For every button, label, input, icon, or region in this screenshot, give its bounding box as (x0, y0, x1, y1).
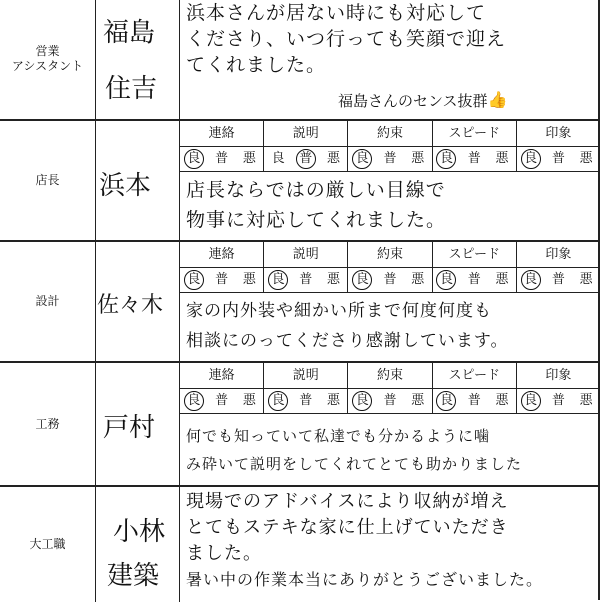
comment-text: 何でも知っていて私達でも分かるように噛 み砕いて説明をしてくれてとても助かりました (186, 427, 523, 473)
rating-option: 普 (467, 151, 481, 166)
role-label: 工務 (0, 363, 96, 485)
staff-name-line2: 建築 (107, 561, 160, 591)
rating-option-selected: 良 (433, 388, 461, 413)
rating-cell (433, 388, 517, 413)
rating-option: 悪 (242, 393, 256, 408)
row-construction (0, 361, 600, 485)
rating-option: 普 (383, 393, 397, 408)
rating-option-selected: 良 (433, 146, 461, 171)
rating-option: 悪 (411, 151, 425, 166)
rating-option: 良 (271, 151, 285, 166)
staff-name (95, 487, 180, 602)
rating-option: 悪 (579, 272, 593, 287)
rating-option-selected: 良 (264, 388, 292, 413)
rating-option-selected: 良 (517, 388, 545, 413)
rating-cell (180, 146, 264, 171)
rating-option-selected: 良 (180, 267, 208, 292)
rating-values (180, 146, 600, 172)
rating-option: 悪 (495, 393, 509, 408)
rating-cell (517, 267, 600, 292)
rating-option: 悪 (242, 151, 256, 166)
handwritten-note: 福島さんのセンス抜群 👍 (338, 90, 508, 110)
rating-option-selected: 良 (348, 267, 376, 292)
rating-header: 連絡 説明 約束 スピード 印象 (180, 242, 600, 268)
row-sales-assistant (0, 0, 600, 119)
rating-option-selected: 普 (292, 146, 320, 171)
rating-option: 普 (551, 272, 565, 287)
staff-name (95, 363, 180, 485)
staff-name-line1: 浜本 (99, 171, 152, 201)
rating-option: 普 (467, 272, 481, 287)
rating-grid (180, 121, 600, 173)
rating-option: 悪 (327, 393, 341, 408)
rating-option-selected: 良 (517, 267, 545, 292)
staff-name-line1: 福島 (103, 18, 156, 48)
staff-name-line1: 戸村 (103, 413, 156, 443)
rating-option: 悪 (495, 272, 509, 287)
rating-option-selected: 良 (348, 146, 376, 171)
rating-option-selected: 良 (180, 388, 208, 413)
rating-cell (517, 388, 600, 413)
rating-option-selected: 良 (264, 267, 292, 292)
rating-cell (264, 267, 348, 292)
role-label: 営業 アシスタント (0, 0, 96, 119)
rating-grid (180, 242, 600, 294)
row-store-manager (0, 119, 600, 240)
rating-option: 普 (215, 272, 229, 287)
rating-option: 悪 (327, 151, 341, 166)
rating-option-selected: 良 (180, 146, 208, 171)
rating-option: 普 (551, 393, 565, 408)
rating-header: 連絡 説明 約束 スピード 印象 (180, 121, 600, 147)
rating-cell (180, 388, 264, 413)
role-label: 店長 (0, 121, 96, 240)
staff-name (95, 0, 180, 119)
staff-name (95, 242, 180, 361)
rating-cell (433, 146, 517, 171)
rating-option: 普 (299, 272, 313, 287)
role-label: 大工職 (0, 487, 96, 602)
rating-option: 普 (299, 393, 313, 408)
rating-option: 悪 (411, 393, 425, 408)
rating-cell (348, 267, 432, 292)
staff-name-line1: 小林 (113, 517, 166, 547)
rating-cell (180, 267, 264, 292)
row-design (0, 240, 600, 361)
staff-name (95, 121, 180, 240)
rating-option: 悪 (411, 272, 425, 287)
rating-cell (348, 388, 432, 413)
comment-text: 浜本さんが居ない時にも対応して くださり、いつ行っても笑顔で迎え てくれました。 (186, 2, 507, 76)
staff-name-line2: 住吉 (105, 74, 158, 104)
rating-values (180, 267, 600, 293)
rating-option: 悪 (242, 272, 256, 287)
rating-option: 悪 (495, 151, 509, 166)
row-carpenter (0, 485, 600, 602)
rating-cell (517, 146, 600, 171)
rating-cell (264, 146, 348, 171)
rating-option: 悪 (327, 272, 341, 287)
rating-option: 普 (551, 151, 565, 166)
role-label: 設計 (0, 242, 96, 361)
rating-option: 普 (215, 393, 229, 408)
rating-cell (348, 146, 432, 171)
comment-text: 家の内外装や細かい所まで何度何度も 相談にのってくださり感謝しています。 (186, 301, 509, 351)
rating-option: 悪 (579, 151, 593, 166)
thumbs-up-icon: 👍 (487, 90, 508, 109)
rating-cell (433, 267, 517, 292)
rating-cell (264, 388, 348, 413)
rating-option: 普 (467, 393, 481, 408)
rating-header: 連絡 説明 約束 スピード 印象 (180, 363, 600, 389)
rating-values (180, 388, 600, 414)
rating-grid (180, 363, 600, 415)
staff-name-line1: 佐々木 (97, 293, 164, 318)
rating-option: 悪 (579, 393, 593, 408)
comment-text: 現場でのアドバイスにより収納が増え とてもステキな家に仕上げていただき ました。 暑い中の作業本当にありがとうございました。 (186, 491, 544, 589)
comment-text: 店長ならではの厳しい目線で 物事に対応してくれました。 (186, 179, 447, 231)
rating-option-selected: 良 (517, 146, 545, 171)
rating-option-selected: 良 (348, 388, 376, 413)
rating-option: 普 (383, 151, 397, 166)
rating-option-selected: 良 (433, 267, 461, 292)
rating-option: 普 (383, 272, 397, 287)
rating-option: 普 (215, 151, 229, 166)
